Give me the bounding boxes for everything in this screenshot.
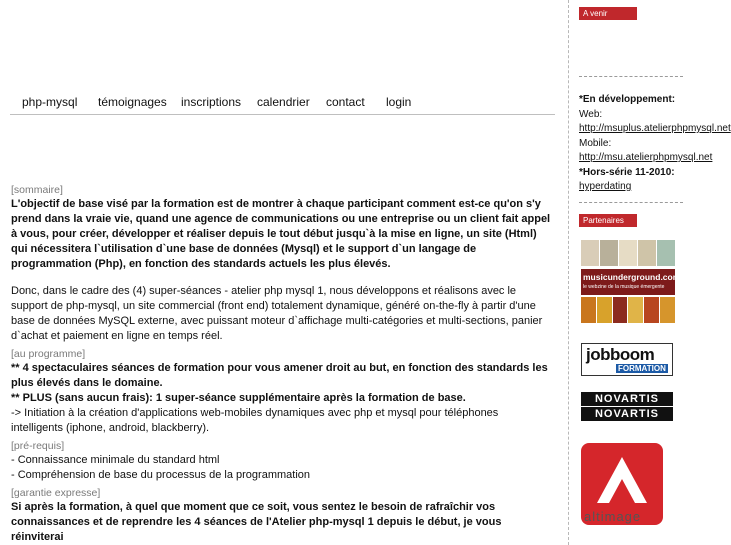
main-content — [11, 183, 551, 545]
programme-tag: [au programme] — [11, 348, 86, 360]
sommaire-tag: [sommaire] — [11, 184, 63, 196]
sidebar-divider — [568, 0, 569, 545]
music-thumbnails[interactable] — [581, 297, 675, 323]
hyperdating-link[interactable]: hyperdating — [579, 181, 632, 192]
jobboom-formation: FORMATION — [618, 364, 666, 373]
jobboom-word: jobboom — [586, 345, 655, 364]
sidebar-separator — [579, 76, 683, 77]
altimage-text: altimage — [584, 509, 642, 524]
hors-serie-title: *Hors-série 11-2010: — [579, 166, 675, 178]
dev-title: *En développement: — [579, 94, 676, 105]
sidebar-separator-2 — [579, 202, 683, 203]
nav-inscriptions[interactable]: inscriptions — [181, 95, 242, 109]
novartis-logo-1[interactable]: NOVARTIS — [581, 392, 673, 406]
nav-php-mysql[interactable]: php-mysql — [22, 95, 78, 109]
prerequis-2: - Compréhension de base du processus de la programmation — [11, 469, 310, 481]
partenaires-tab: Partenaires — [579, 214, 637, 227]
nav-temoignages[interactable]: témoignages — [98, 95, 167, 109]
web-label: Web: — [579, 108, 603, 120]
programme-bold-2: ** PLUS (sans aucun frais): 1 super-séance supplémentaire après la formation de base. — [11, 392, 466, 404]
nav-contact[interactable]: contact — [326, 95, 365, 109]
intro-bold: L'objectif de base visé par la formation est de montrer à chaque participant comment est-ce qu'on s'y prend dans la vraie vie, quand une agence de communications ou une entreprise ou un client fait appel à vous, pour créer, développer et réaliser depuis le tout début jusqu`à la mise en ligne, un site (Html) qui nécessitera l`utilisation d`une base de données (Mysql) et le support d`un langage de programmation (Php), en fonction des standards actuels les plus élevés. — [11, 198, 551, 270]
music-name: musicunderground.com — [583, 272, 681, 282]
mobile-link[interactable]: http://msu.atelierphpmysql.net — [579, 152, 713, 163]
sidebar-info — [579, 93, 731, 195]
garantie-bold: Si après la formation, à quel que moment que ce soit, vous sentez le besoin de rafraîchir vos connaissances et de reprendre les 4 séances de l'Atelier php-mysql 1 depuis le début, je vous réinviterai — [11, 501, 502, 543]
nav-divider — [10, 114, 555, 115]
jobboom-logo[interactable] — [581, 343, 673, 376]
mobile-label: Mobile: — [579, 137, 612, 149]
intro-text: Donc, dans le cadre des (4) super-séances - atelier php mysql 1, nous développons et réalisons avec le support de php-mysql, un site commercial (front end) totalement dynamique, généré on-the-fly à partir d'une base de données MySQL externe, avec puissant moteur d`affichage multi-catégories et multi-sections, panier d`achat et paiement en ligne en temps réel. — [11, 285, 543, 342]
prerequis-1: - Connaissance minimale du standard html — [11, 454, 220, 466]
top-nav — [0, 95, 560, 111]
novartis-logo-2[interactable]: NOVARTIS — [581, 407, 673, 421]
nav-login[interactable]: login — [386, 95, 412, 109]
partner-photo-strip[interactable] — [581, 240, 675, 266]
altimage-a-icon — [581, 443, 663, 511]
music-sub: le webzine de la musique émergente — [583, 284, 665, 290]
prerequis-tag: [pré-requis] — [11, 440, 65, 452]
web-link[interactable]: http://msuplus.atelierphpmysql.net — [579, 123, 731, 134]
garantie-tag: [garantie expresse] — [11, 487, 101, 499]
programme-bold-1: ** 4 spectaculaires séances de formation pour vous amener droit au but, en fonction des standards les plus élevés dans le domaine. — [11, 362, 548, 389]
a-venir-tab: A venir — [579, 7, 637, 20]
musicunderground-logo[interactable] — [581, 269, 681, 295]
nav-calendrier[interactable]: calendrier — [257, 95, 310, 109]
programme-text: -> Initiation à la création d'applications web-mobiles dynamiques avec php et mysql pour téléphones intelligents (iphone, android, blackberry). — [11, 407, 499, 434]
